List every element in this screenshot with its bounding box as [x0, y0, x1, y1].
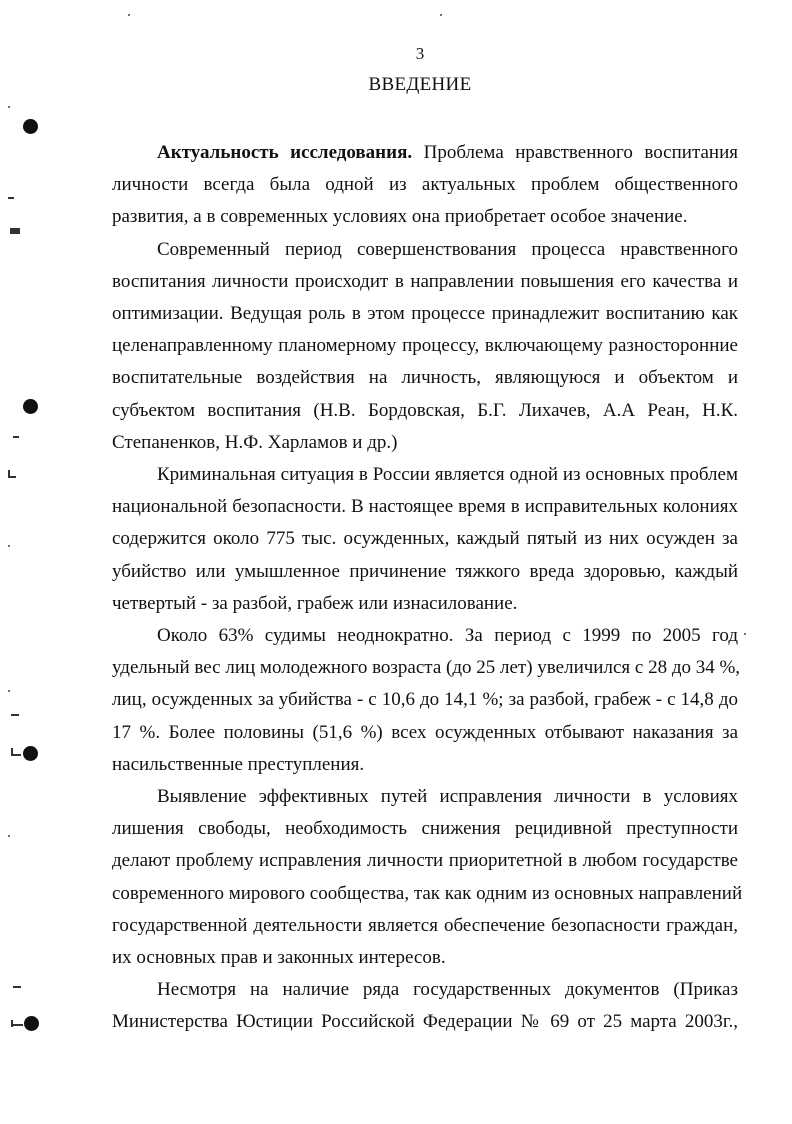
text-line: убийство или умышленное причинение тяжкого вреда здоровью, каждый	[112, 560, 738, 582]
scan-speck	[8, 106, 10, 108]
text-line: развития, а в современных условиях она приобретает особое значение.	[112, 206, 688, 228]
text-line	[112, 137, 738, 169]
scan-mark	[11, 754, 21, 756]
relevance-lead: Актуальность исследования.	[157, 142, 413, 163]
text-line: целенаправленному планомерному процессу, включающему разносторонние	[112, 335, 738, 357]
scan-speck	[8, 835, 10, 837]
text-line: удельный вес лиц молодежного возраста (до 25 лет) увеличился с 28 до 34 %,	[112, 657, 741, 679]
text-line: лиц, осужденных за убийства - с 10,6 до 14,1 %; за разбой, грабеж - с 14,8 до	[112, 689, 738, 711]
text-line: делают проблему исправления личности приоритетной в любом государстве	[112, 850, 738, 872]
text-line: лишения свободы, необходимость снижения рецидивной преступности	[112, 818, 738, 840]
paragraph-relevance	[112, 137, 738, 234]
paragraph-modern-period	[112, 234, 738, 459]
text-line: оптимизации. Ведущая роль в этом процессе принадлежит воспитанию как	[112, 303, 738, 325]
scan-mark	[8, 197, 14, 199]
scan-mark	[13, 986, 21, 988]
scan-mark	[8, 476, 16, 478]
page-number: 3	[415, 44, 425, 63]
text-line: Несмотря на наличие ряда государственных документов (Приказ	[157, 979, 738, 1001]
punch-hole	[24, 1016, 39, 1031]
text-line: национальной безопасности. В настоящее время в исправительных колониях	[112, 496, 738, 518]
text-line: Криминальная ситуация в России является одной из основных проблем	[157, 464, 738, 486]
text-line: Выявление эффективных путей исправления личности в условиях	[157, 786, 738, 808]
punch-hole	[23, 119, 38, 134]
scan-mark	[13, 436, 19, 438]
text-line: субъектом воспитания (Н.В. Бордовская, Б.Г. Лихачев, А.А Реан, Н.К.	[112, 399, 738, 421]
text-line: Около 63% судимы неоднократно. За период с 1999 по 2005 год	[157, 625, 738, 647]
paragraph-correction-ways	[112, 781, 743, 974]
text-line: Современный период совершенствования процесса нравственного	[157, 238, 738, 260]
text-line: Министерства Юстиции Российской Федерации № 69 от 25 марта 2003г.,	[112, 1011, 738, 1033]
paragraph-state-documents	[112, 974, 738, 1038]
scan-speck	[8, 545, 10, 547]
scan-mark	[11, 1024, 23, 1026]
body-text	[112, 137, 743, 1039]
scan-speck	[440, 14, 442, 16]
scan-speck	[744, 633, 746, 635]
text-line: их основных прав и законных интересов.	[112, 947, 446, 969]
text-line: насильственные преступления.	[112, 753, 365, 775]
text-line: 17 %. Более половины (51,6 %) всех осужденных отбывают наказания за	[112, 721, 738, 743]
page-heading: ВВЕДЕНИЕ	[368, 74, 472, 95]
paragraph-criminal-situation	[112, 459, 738, 620]
scan-mark	[11, 714, 19, 716]
scan-mark	[10, 228, 20, 234]
paragraph-statistics	[112, 620, 741, 781]
text-line: воспитательные воздействия на личность, являющуюся и объектом и	[112, 367, 738, 389]
text-line: государственной деятельности является обеспечение безопасности граждан,	[112, 914, 738, 936]
text-line: современного мирового сообщества, так как одним из основных направлений	[112, 882, 743, 904]
text-line: содержится около 775 тыс. осужденных, каждый пятый из них осужден за	[112, 528, 738, 550]
punch-hole	[23, 399, 38, 414]
scan-speck	[8, 690, 10, 692]
scan-speck	[128, 14, 130, 16]
punch-hole	[23, 746, 38, 761]
text-line-content: Проблема нравственного воспитания	[412, 142, 738, 163]
text-line: личности всегда была одной из актуальных проблем общественного	[112, 174, 738, 196]
text-line: четвертый - за разбой, грабеж или изнасилование.	[112, 592, 518, 614]
text-line: Степаненков, Н.Ф. Харламов и др.)	[112, 431, 398, 453]
text-line: воспитания личности происходит в направлении повышения его качества и	[112, 270, 738, 292]
